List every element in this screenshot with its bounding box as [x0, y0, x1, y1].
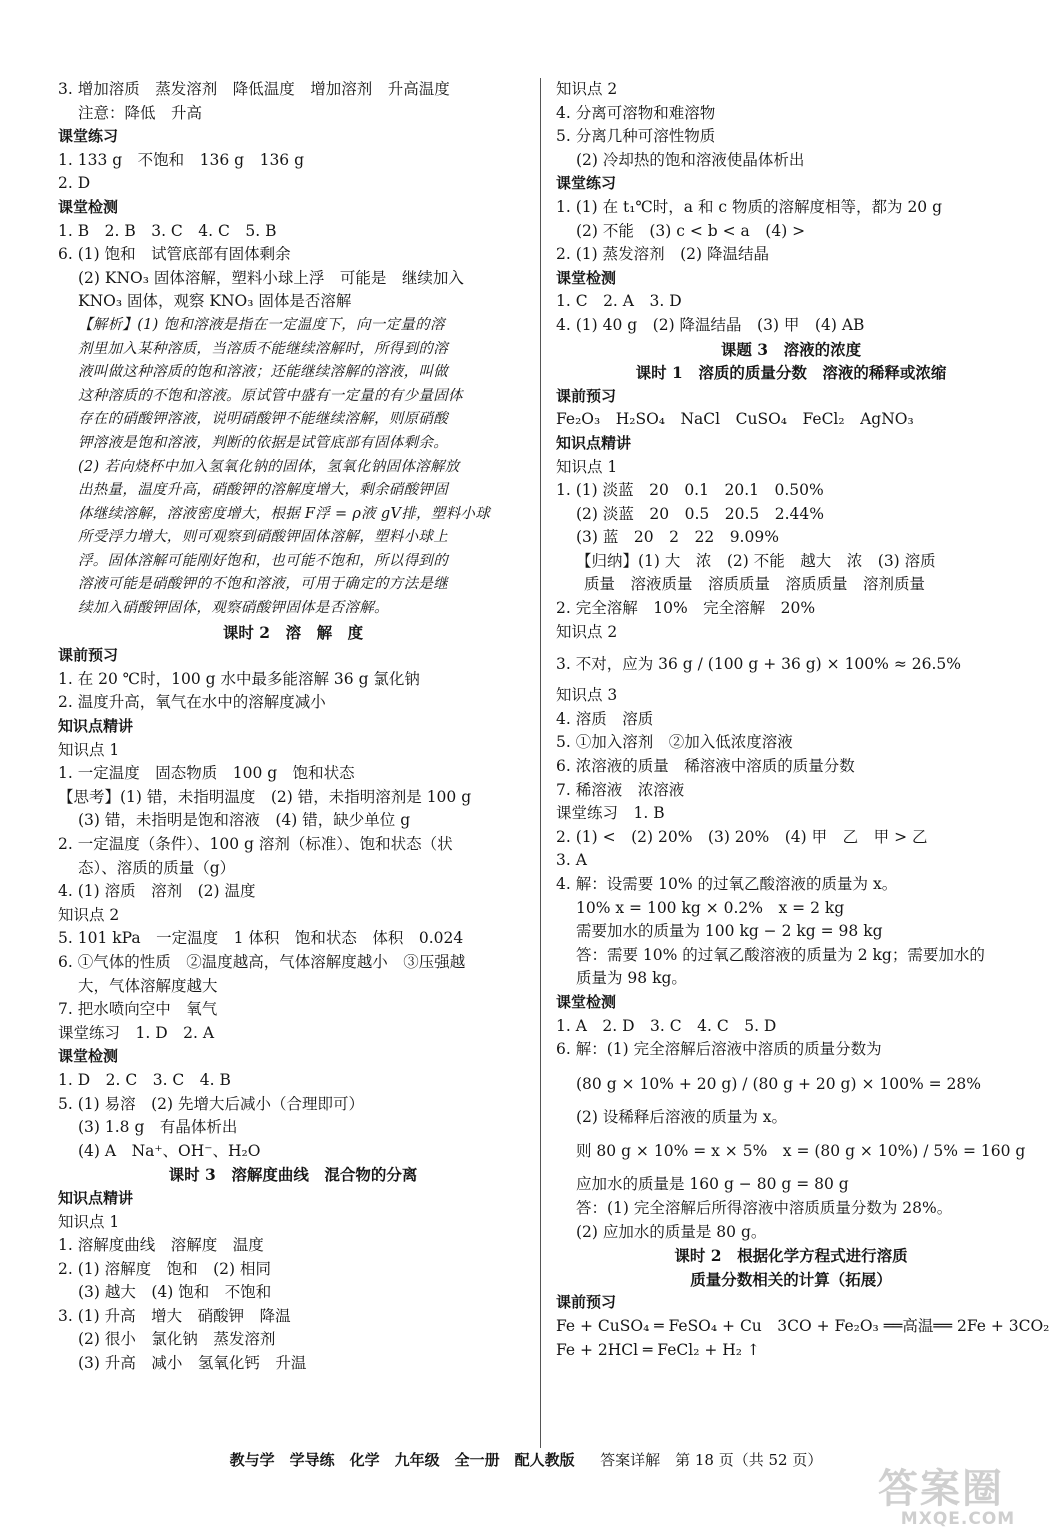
answer-line: 2. D — [58, 174, 91, 193]
right-block-c — [556, 1106, 1026, 1130]
answer-line: 6. ①气体的性质 ②温度越高，气体溶解度越小 ③压强越 — [58, 952, 466, 971]
answer-line: 5. 101 kPa 一定温度 1 体积 饱和状态 体积 0.024 — [58, 929, 464, 948]
answer-line: 2. 一定温度（条件）、100 g 溶剂（标准）、饱和状态（状 — [58, 835, 453, 853]
answer-line: (2) KNO₃ 固体溶解，塑料小球上浮 可能是 继续加入 — [78, 268, 464, 287]
column-divider — [540, 78, 541, 1448]
answer-line: (2) 很小 氯化钠 蒸发溶剂 — [78, 1330, 276, 1349]
explanation-line: 这种溶质的不饱和溶液。原试管中盛有一定量的有少量固体 — [78, 387, 463, 404]
lesson-title: 课时 3 溶解度曲线 混合物的分离 — [168, 1165, 418, 1185]
section-heading: 课堂检测 — [58, 1047, 119, 1066]
explanation-line: 钾溶液是饱和溶液，判断的依据是试管底部有固体剩余。 — [78, 434, 448, 451]
answer-line: 知识点 2 — [556, 622, 618, 641]
right-block-b — [556, 684, 1026, 1062]
section-heading: 知识点精讲 — [58, 717, 134, 736]
answer-line: 1. A 2. D 3. C 4. C 5. D — [556, 1016, 777, 1035]
answer-line: 1. D 2. C 3. C 4. B — [58, 1070, 231, 1089]
right-block-a — [556, 78, 1026, 644]
section-heading: 知识点精讲 — [58, 1188, 134, 1207]
answer-line: 需要加水的质量为 100 kg − 2 kg = 98 kg — [576, 922, 883, 941]
answer-line: 2. 温度升高，氧气在水中的溶解度减小 — [58, 693, 326, 712]
section-heading: 课前预习 — [58, 646, 119, 665]
answer-line: 3. A — [556, 851, 587, 870]
answer-line: 大，气体溶解度越大 — [78, 976, 218, 995]
answer-line: 4. (1) 溶质 溶剂 (2) 温度 — [58, 882, 256, 901]
answer-line: 5. ①加入溶剂 ②加入低浓度溶液 — [556, 733, 793, 752]
answer-line: 【思考】(1) 错，未指明温度 (2) 错，未指明溶剂是 100 g — [58, 787, 472, 806]
answer-line: (2) 冷却热的饱和溶液使晶体析出 — [576, 150, 805, 169]
section-heading: 课堂检测 — [58, 197, 119, 216]
answer-line: 知识点 2 — [58, 905, 120, 924]
answer-line: 6. 浓溶液的质量 稀溶液中溶质的质量分数 — [556, 757, 855, 776]
answer-line: 4. 分离可溶物和难溶物 — [556, 103, 716, 122]
answer-line: (2) 设稀释后溶液的质量为 x。 — [576, 1107, 788, 1126]
left-column — [58, 78, 528, 1376]
answer-line: 知识点 1 — [58, 740, 120, 759]
answer-line: (2) 淡蓝 20 0.5 20.5 2.44% — [576, 504, 825, 523]
answer-line: 1. 溶解度曲线 溶解度 温度 — [58, 1236, 264, 1255]
answer-line: 应加水的质量是 160 g − 80 g = 80 g — [576, 1175, 849, 1194]
answer-line: 注意：降低 升高 — [78, 103, 203, 122]
explanation-line: 续加入硝酸钾固体，观察硝酸钾固体是否溶解。 — [78, 600, 389, 617]
answer-line: 6. (1) 饱和 试管底部有固体剩余 — [58, 245, 291, 264]
answer-line: 2. (1) < (2) 20% (3) 20% (4) 甲 乙 甲 > 乙 — [556, 827, 928, 846]
answer-line: 1. C 2. A 3. D — [556, 292, 682, 311]
answer-line: 质量为 98 kg。 — [576, 969, 687, 988]
watermark-title: 答案圈 — [878, 1466, 1004, 1512]
answer-line: 3. 增加溶质 蒸发溶剂 降低温度 增加溶剂 升高温度 — [58, 80, 450, 98]
lesson-title: 课时 1 溶质的质量分数 溶液的稀释或浓缩 — [635, 363, 947, 383]
answer-line: 2. 完全溶解 10% 完全溶解 20% — [556, 599, 816, 618]
answer-line: Fe₂O₃ H₂SO₄ NaCl CuSO₄ FeCl₂ AgNO₃ — [556, 410, 914, 429]
answer-line: (4) A Na⁺、OH⁻、H₂O — [78, 1141, 261, 1160]
section-heading: 课前预习 — [556, 386, 617, 405]
answer-line: Fe + CuSO₄ ═ FeSO₄ + Cu 3CO + Fe₂O₃ ══高温══ 2Fe + 3CO₂ — [556, 1316, 1050, 1335]
answer-line: 知识点 1 — [556, 457, 618, 476]
explanation-line: 剂里加入某种溶质，当溶质不能继续溶解时，所得到的溶 — [78, 340, 448, 357]
explanation-line: 存在的硝酸钾溶液，说明硝酸钾不能继续溶解，则原硝酸 — [78, 411, 448, 428]
answer-line: Fe + 2HCl ═ FeCl₂ + H₂ ↑ — [556, 1340, 760, 1359]
fraction-line-1: 3. 不对，应为 36 g / (100 g + 36 g) × 100% ≈ 26.5% — [556, 655, 961, 674]
answer-line: 1. B 2. B 3. C 4. C 5. B — [58, 221, 277, 240]
section-heading: 课堂检测 — [556, 268, 617, 287]
lesson-title: 课题 3 溶液的浓度 — [720, 339, 862, 359]
answer-line: KNO₃ 固体，观察 KNO₃ 固体是否溶解 — [78, 292, 352, 311]
answer-line: 5. (1) 易溶 (2) 先增大后减小（合理即可） — [58, 1094, 364, 1113]
explanation-line: 溶液可能是硝酸钾的不饱和溶液，可用于确定的方法是继 — [78, 576, 448, 593]
answer-line: 课堂练习 1. D 2. A — [58, 1023, 215, 1042]
answer-line: 1. (1) 在 t₁℃时，a 和 c 物质的溶解度相等，都为 20 g — [556, 197, 943, 216]
watermark-logo — [878, 1468, 1038, 1532]
lesson-title: 课时 2 根据化学方程式进行溶质 — [674, 1246, 908, 1266]
answer-line: 知识点 1 — [58, 1212, 120, 1231]
section-heading: 课堂检测 — [556, 992, 617, 1011]
answer-line: 态）、溶质的质量（g） — [78, 858, 236, 877]
answer-line: (3) 1.8 g 有晶体析出 — [78, 1118, 238, 1137]
answer-line: 1. (1) 淡蓝 20 0.1 20.1 0.50% — [556, 481, 824, 500]
answer-line: (3) 升高 减小 氢氧化钙 升温 — [78, 1354, 307, 1373]
right-block-d — [556, 1173, 1050, 1362]
answer-line: 6. 解：(1) 完全溶解后溶液中溶质的质量分数为 — [556, 1040, 882, 1059]
answer-line: 质量 溶液质量 溶质质量 溶质质量 溶剂质量 — [584, 575, 926, 594]
lesson-title: 质量分数相关的计算（拓展） — [690, 1269, 892, 1289]
section-heading: 课堂练习 — [58, 127, 119, 146]
answer-line: 课堂练习 1. B — [556, 804, 665, 823]
answer-line: 知识点 3 — [556, 686, 618, 705]
answer-line: 4. 溶质 溶质 — [556, 709, 654, 728]
explanation-line: 浮。固体溶解可能刚好饱和，也可能不饱和，所以得到的 — [78, 552, 448, 569]
answer-line: 5. 分离几种可溶性物质 — [556, 127, 716, 146]
explanation-line: 所受浮力增大，则可观察到硝酸钾固体溶解，塑料小球上 — [78, 529, 448, 546]
section-heading: 课堂练习 — [556, 174, 617, 193]
answer-line: 2. (1) 溶解度 饱和 (2) 相同 — [58, 1259, 271, 1278]
footer-page-info: 答案详解 第 18 页（共 52 页） — [600, 1451, 823, 1469]
answer-line: 10% x = 100 kg × 0.2% x = 2 kg — [576, 898, 845, 917]
answer-line: (3) 蓝 20 2 22 9.09% — [576, 528, 779, 547]
explanation-line: 出热量，温度升高，硝酸钾的溶解度增大，剩余硝酸钾固 — [78, 482, 448, 499]
answer-line: 7. 把水喷向空中 氧气 — [58, 1000, 218, 1019]
explanation-line: (2) 若向烧杯中加入氢氧化钠的固体，氢氧化钠固体溶解放 — [78, 458, 460, 475]
answer-line: (3) 越大 (4) 饱和 不饱和 — [78, 1283, 272, 1302]
fraction-line-3: 则 80 g × 10% = x × 5% x = (80 g × 10%) / 5% = 160 g — [576, 1142, 1026, 1161]
answer-line: 3. (1) 升高 增大 硝酸钾 降温 — [58, 1306, 291, 1325]
answer-line: 答：(1) 完全溶解后所得溶液中溶质质量分数为 28%。 — [576, 1198, 953, 1217]
fraction-line-2: (80 g × 10% + 20 g) / (80 g + 20 g) × 100% = 28% — [576, 1074, 981, 1093]
answer-line: 答：需要 10% 的过氧乙酸溶液的质量为 2 kg；需要加水的 — [576, 945, 985, 964]
answer-line: (2) 不能 (3) c < b < a (4) > — [576, 221, 806, 240]
answer-line: 【归纳】(1) 大 浓 (2) 不能 越大 浓 (3) 溶质 — [576, 551, 936, 570]
answer-line: 知识点 2 — [556, 80, 618, 98]
answer-line: 4. 解：设需要 10% 的过氧乙酸溶液的质量为 x。 — [556, 875, 898, 893]
explanation-line: 【解析】(1) 饱和溶液是指在一定温度下，向一定量的溶 — [78, 316, 445, 333]
answer-line: 1. 133 g 不饱和 136 g 136 g — [58, 150, 305, 169]
answer-line: (2) 应加水的质量是 80 g。 — [576, 1222, 767, 1241]
footer-book-title: 教与学 学导练 化学 九年级 全一册 配人教版 — [229, 1451, 575, 1469]
answer-line: (3) 错，未指明是饱和溶液 (4) 错，缺少单位 g — [78, 811, 411, 830]
right-column — [556, 78, 1050, 1362]
lesson-title: 课时 2 溶 解 度 — [222, 622, 364, 642]
answer-line: 1. 一定温度 固态物质 100 g 饱和状态 — [58, 764, 355, 783]
watermark-url: MXQE.COM — [900, 1509, 1016, 1529]
section-heading: 知识点精讲 — [556, 433, 632, 452]
answer-line: 2. (1) 蒸发溶剂 (2) 降温结晶 — [556, 245, 769, 264]
explanation-line: 体继续溶解，溶液密度增大，根据 F浮 = ρ液 gV排，塑料小球 — [78, 505, 491, 522]
answer-line: 7. 稀溶液 浓溶液 — [556, 780, 685, 799]
section-heading: 课前预习 — [556, 1293, 617, 1312]
explanation-line: 液叫做这种溶质的饱和溶液；还能继续溶解的溶液，叫做 — [78, 364, 448, 381]
answer-line: 4. (1) 40 g (2) 降温结晶 (3) 甲 (4) AB — [556, 315, 865, 334]
answer-line: 1. 在 20 ℃时，100 g 水中最多能溶解 36 g 氯化钠 — [58, 669, 420, 688]
